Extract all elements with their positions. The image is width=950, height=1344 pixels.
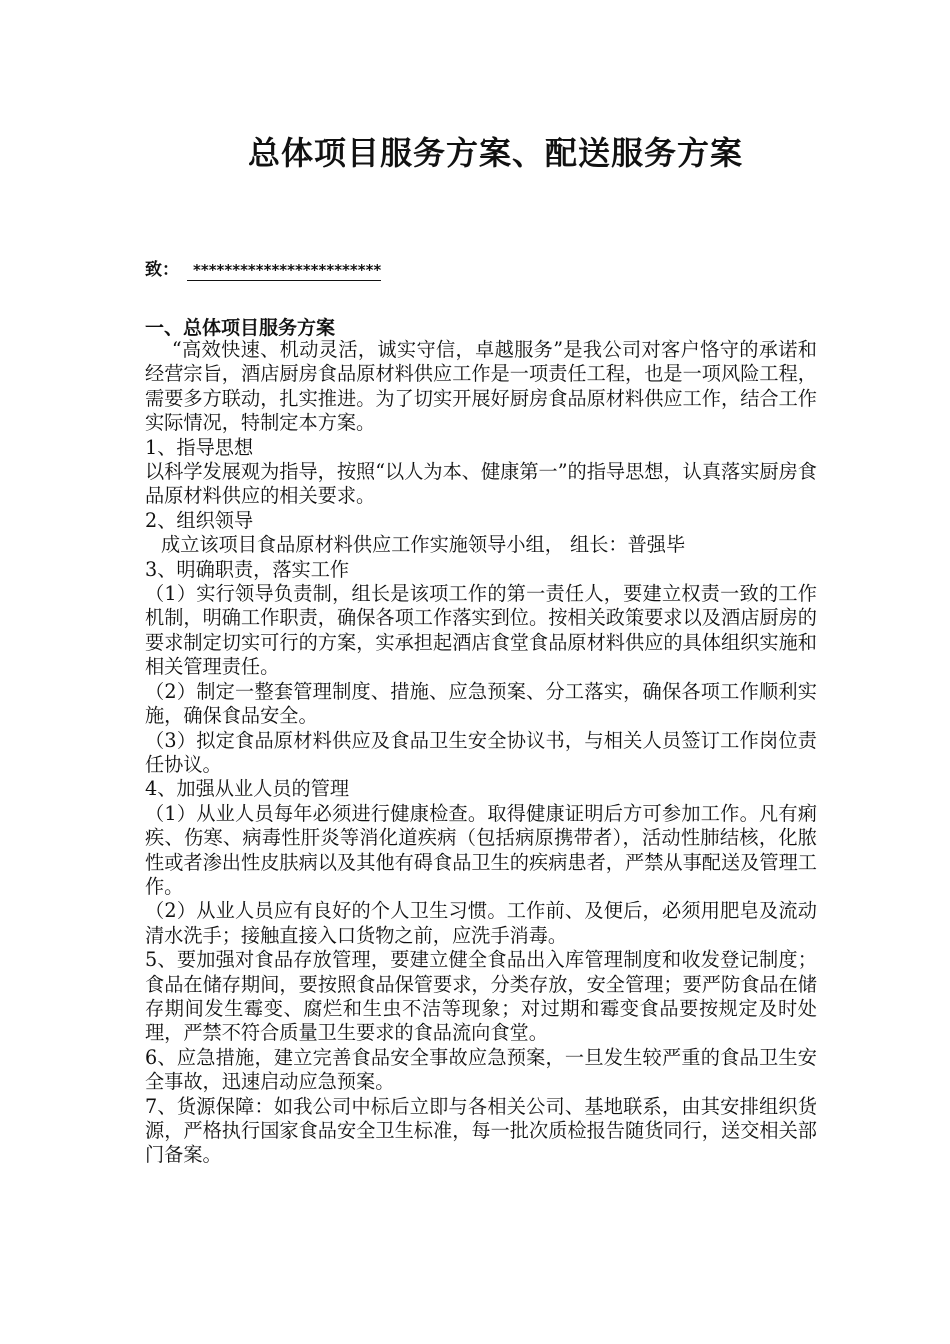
subheading-responsibilities: 3、明确职责，落实工作 <box>145 557 350 581</box>
paragraph-responsibility-2: （2）制定一整套管理制度、措施、应急预案、分工落实，确保各项工作顺利实施，确保食品安全。 <box>145 679 817 728</box>
document-body <box>145 338 817 1168</box>
recipient-label: 致： <box>145 260 179 280</box>
section-heading: 一、总体项目服务方案 <box>145 317 336 339</box>
intro-paragraph: “高效快速、机动灵活，诚实守信，卓越服务”是我公司对客户恪守的承诺和经营宗旨，酒店厨房食品原材料供应工作是一项责任工程，也是一项风险工程，需要多方联动，扎实推进。为了切实开展好厨房食品原材料供应工作，结合工作实际情况，特制定本方案。 <box>145 338 817 435</box>
paragraph-emergency: 6、应急措施，建立完善食品安全事故应急预案，一旦发生较严重的食品卫生安全事故，迅速启动应急预案。 <box>145 1045 817 1094</box>
paragraph-guiding-ideology: 以科学发展观为指导，按照“以人为本、健康第一”的指导思想，认真落实厨房食品原材料供应的相关要求。 <box>145 460 817 508</box>
subheading-organization: 2、组织领导 <box>145 508 254 532</box>
paragraph-responsibility-3: （3）拟定食品原材料供应及食品卫生安全协议书，与相关人员签订工作岗位责任协议。 <box>145 728 817 776</box>
paragraph-staff-2: （2）从业人员应有良好的个人卫生习惯。工作前、及便后，必须用肥皂及流动清水洗手；接触直接入口货物之前，应洗手消毒。 <box>145 899 817 947</box>
paragraph-staff-1: （1）从业人员每年必须进行健康检查。取得健康证明后方可参加工作。凡有痢疾、伤寒、病毒性肝炎等消化道疾病（包括病原携带者），活动性肺结核，化脓性或者渗出性皮肤病以及其他有碍食品卫生的疾病患者，严禁从事配送及管理工作。 <box>145 801 817 898</box>
subheading-staff-management: 4、加强从业人员的管理 <box>145 777 350 801</box>
paragraph-storage: 5、要加强对食品存放管理，要建立健全食品出入库管理制度和收发登记制度；食品在储存期间，要按照食品保管要求，分类存放，安全管理；要严防食品在储存期间发生霉变、腐烂和生虫不洁等现象；对过期和霉变食品要按规定及时处理，严禁不符合质量卫生要求的食品流向食堂。 <box>145 948 817 1045</box>
paragraph-supply: 7、货源保障：如我公司中标后立即与各相关公司、基地联系，由其安排组织货源，严格执行国家食品安全卫生标准，每一批次质检报告随货同行，送交相关部门备案。 <box>145 1094 817 1167</box>
paragraph-organization: 成立该项目食品原材料供应工作实施领导小组， 组长：普强毕 <box>161 533 686 557</box>
subheading-guiding-ideology: 1、指导思想 <box>145 435 254 459</box>
document-title: 总体项目服务方案、配送服务方案 <box>248 134 744 172</box>
paragraph-responsibility-1: （1）实行领导负责制，组长是该项工作的第一责任人，要建立权责一致的工作机制，明确工作职责，确保各项工作落实到位。按相关政策要求以及酒店厨房的要求制定切实可行的方案，实承担起酒店食堂食品原材料供应的具体组织实施和相关管理责任。 <box>145 582 817 679</box>
recipient-line <box>145 255 381 281</box>
recipient-value: ************************ <box>187 261 381 281</box>
